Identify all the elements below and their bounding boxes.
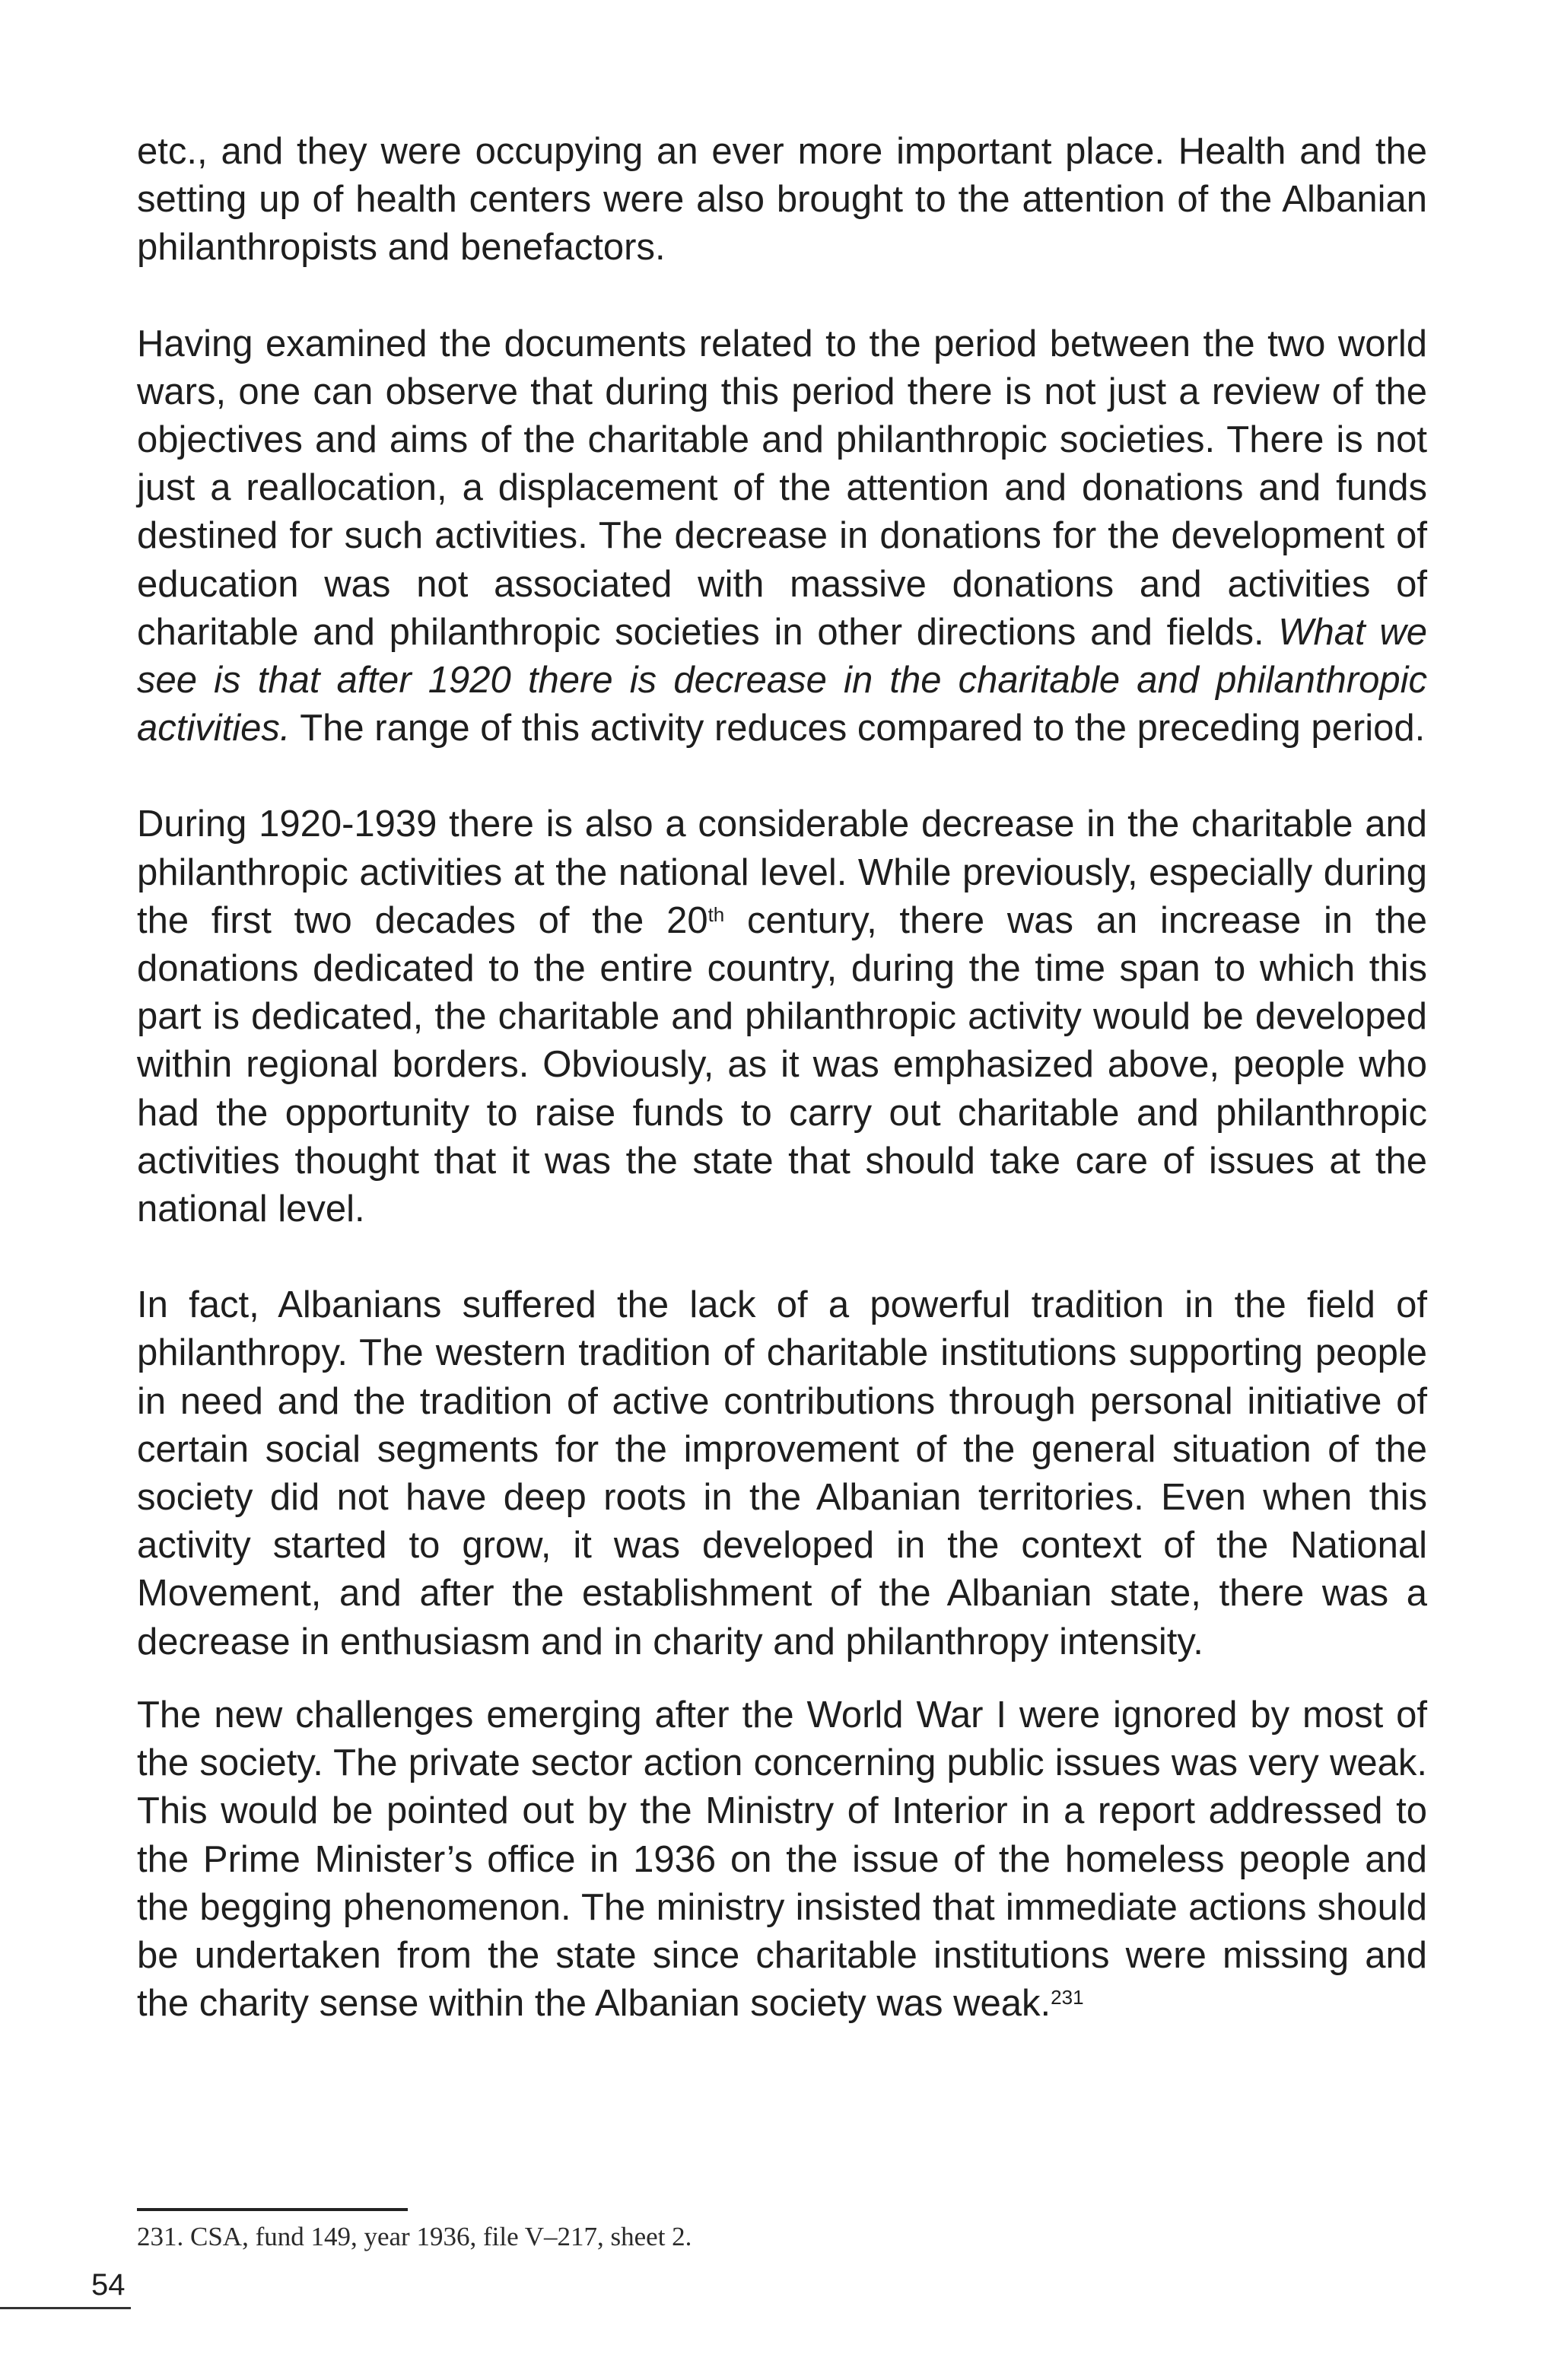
paragraph-5 bbox=[137, 1691, 1427, 2028]
footnote-divider bbox=[137, 2208, 408, 2211]
paragraph-2 bbox=[137, 320, 1427, 753]
paragraph-2-italic-emphasis: What we see is that after 1920 there is decrease in the charitable and philanthropic activities. bbox=[137, 611, 1427, 749]
footnote-reference[interactable]: 231 bbox=[1051, 1985, 1084, 2009]
main-text bbox=[137, 128, 1427, 2028]
paragraph-3-ending: century, there was an increase in the donations dedicated to the entire country, during the time span to which this part is dedicated, the charitable and philanthropic activity would be developed within regional borders. Obviously, as it was emphasized above, people who had the opportunity to raise funds to carry out charitable and philanthropic activities thought that it was the state that should take care of issues at the national level. bbox=[137, 899, 1427, 1230]
paragraph-3 bbox=[137, 800, 1427, 1233]
paragraph-2-text: Having examined the documents related to the period between the two world wars, one can observe that during this period there is not just a review of the objectives and aims of the charitable and philanthropic societies. There is not just a reallocation, a displacement of the attention and donations and funds destined for such activities. The decrease in donations for the development of education was not associated with massive donations and activities of charitable and philanthropic societies in other directions and fields. bbox=[137, 323, 1427, 653]
paragraph-4-text: In fact, Albanians suffered the lack of a powerful tradition in the field of philanthropy. The western tradition of charitable institutions supporting people in need and the tradition of active contributions through personal initiative of certain social segments for the improvement of the general situation of the society did not have deep roots in the Albanian territories. Even when this activity started to grow, it was developed in the context of the National Movement, and after the establishment of the Albanian state, there was a decrease in enthusiasm and in charity and philanthropy intensity. bbox=[137, 1284, 1427, 1662]
paragraph-1 bbox=[137, 128, 1427, 272]
footnote: 231. CSA, fund 149, year 1936, file V–217, sheet 2. bbox=[137, 2222, 692, 2251]
paragraph-5-text: The new challenges emerging after the World War I were ignored by most of the society. The private sector action concerning public issues was very weak. This would be pointed out by the Ministry of Interior in a report addressed to the Prime Minister’s office in 1936 on the issue of the homeless people and the begging phenomenon. The ministry insisted that immediate actions should be undertaken from the state since charitable institutions were missing and the charity sense within the Albanian society was weak. bbox=[137, 1694, 1427, 2025]
paragraph-2-ending: The range of this activity reduces compared to the preceding period. bbox=[290, 708, 1426, 749]
paragraph-3-text: During 1920-1939 there is also a considerable decrease in the charitable and philanthropic activities at the national level. While previously, especially during the first two decades of the 20 bbox=[137, 803, 1427, 941]
ordinal-superscript: th bbox=[707, 902, 725, 926]
paragraph-1-text: etc., and they were occupying an ever more important place. Health and the setting up of health centers were also brought to the attention of the Albanian philanthropists and benefactors. bbox=[137, 131, 1427, 269]
paragraph-4 bbox=[137, 1281, 1427, 1666]
page-number: 54 bbox=[91, 2268, 126, 2302]
page-number-rule bbox=[0, 2307, 131, 2309]
